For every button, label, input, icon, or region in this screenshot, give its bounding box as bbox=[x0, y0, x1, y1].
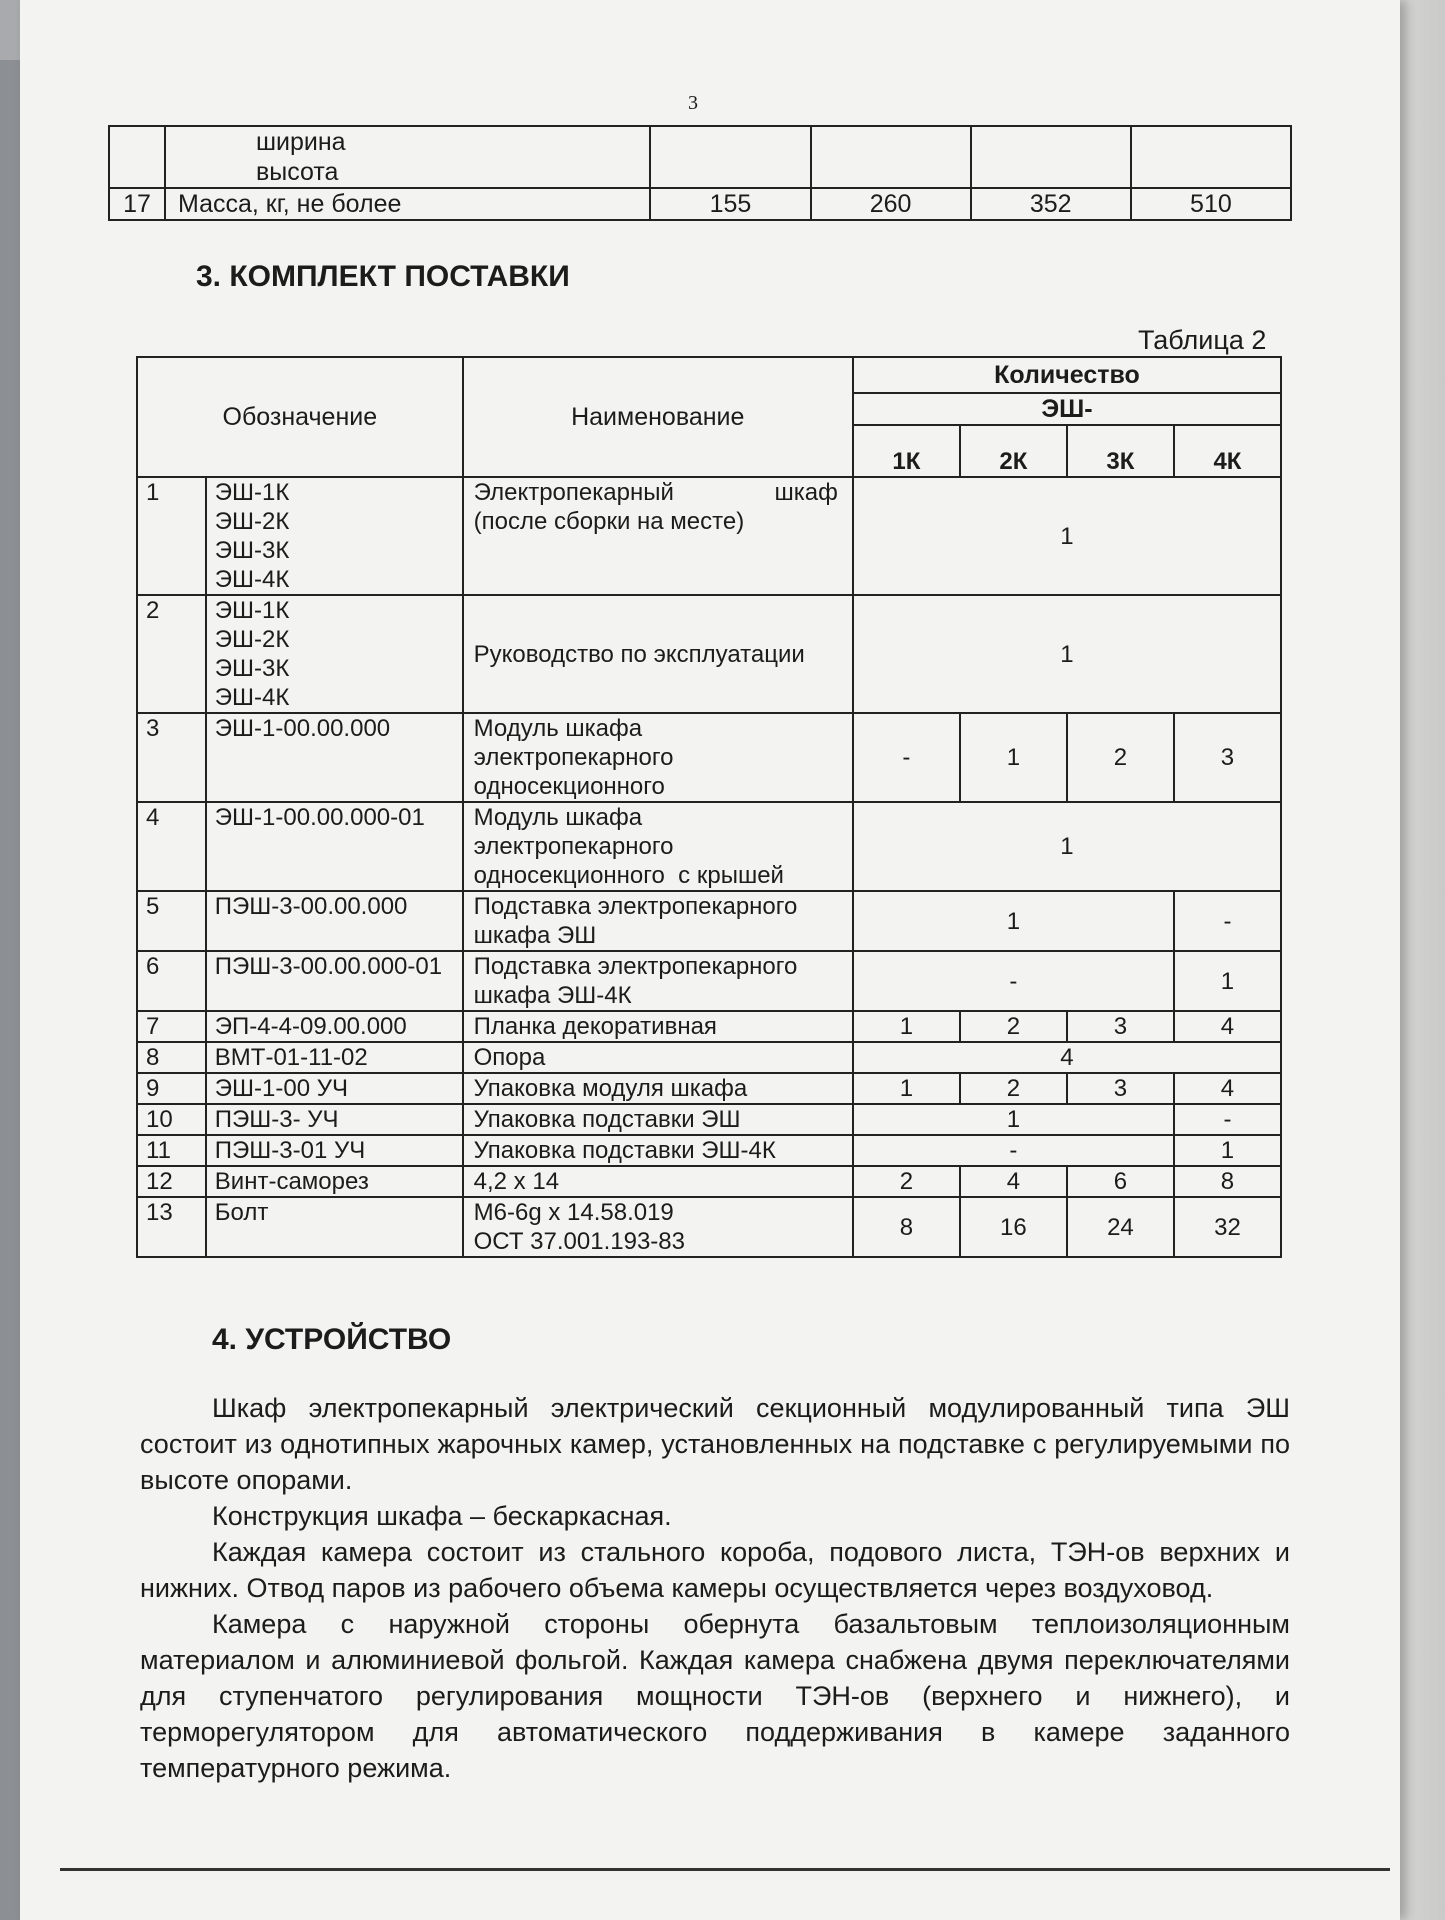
row-code: ЭШ-1-00.00.000 bbox=[206, 713, 463, 802]
name-line: М6-6g х 14.58.019 bbox=[473, 1199, 674, 1226]
delivery-set-table bbox=[136, 356, 1282, 1258]
quantity-cell: 1 bbox=[1174, 1135, 1281, 1166]
quantity-cell: 1 bbox=[1174, 951, 1281, 1011]
row-number: 9 bbox=[137, 1073, 206, 1104]
name-word: шкаф bbox=[774, 479, 838, 506]
quantity-cell: 1 bbox=[853, 1073, 960, 1104]
page-number: 3 bbox=[688, 92, 698, 114]
table-row bbox=[137, 477, 1281, 595]
table-row bbox=[137, 1042, 1281, 1073]
row-number bbox=[109, 126, 165, 188]
row-label: Масса, кг, не более bbox=[165, 188, 650, 220]
quantity-cell: 1 bbox=[960, 713, 1067, 802]
header-model: 1К bbox=[853, 425, 960, 477]
name-line bbox=[474, 478, 852, 507]
header-model: 4К bbox=[1174, 425, 1281, 477]
header-model: 3К bbox=[1067, 425, 1174, 477]
quantity-cell: 8 bbox=[1174, 1166, 1281, 1197]
name-line: Модуль шкафа bbox=[473, 804, 643, 831]
quantity-cell: 1 bbox=[853, 477, 1281, 595]
row-number: 4 bbox=[137, 802, 206, 891]
row-name bbox=[463, 951, 853, 1011]
quantity-cell: 4 bbox=[1174, 1011, 1281, 1042]
quantity-cell: 2 bbox=[960, 1011, 1067, 1042]
row-number: 12 bbox=[137, 1166, 206, 1197]
table-row bbox=[109, 126, 1291, 188]
quantity-cell: 1 bbox=[853, 802, 1281, 891]
row-number: 3 bbox=[137, 713, 206, 802]
code-line: ЭШ-3К bbox=[214, 537, 290, 564]
header-model-prefix: ЭШ- bbox=[853, 393, 1281, 425]
row-code: Винт-саморез bbox=[206, 1166, 463, 1197]
quantity-cell: 1 bbox=[853, 595, 1281, 713]
row-name bbox=[463, 477, 853, 595]
table-row bbox=[137, 1011, 1281, 1042]
value-cell: 260 bbox=[811, 188, 971, 220]
name-line: (после сборки на месте) bbox=[473, 508, 745, 535]
row-code: ПЭШ-3-00.00.000 bbox=[206, 891, 463, 951]
specs-table-fragment bbox=[108, 125, 1292, 221]
name-line: ОСТ 37.001.193-83 bbox=[473, 1228, 685, 1255]
name-word: Электропекарный bbox=[473, 479, 674, 506]
table-row bbox=[137, 1073, 1281, 1104]
quantity-cell: 16 bbox=[960, 1197, 1067, 1257]
code-line: ЭШ-2К bbox=[214, 508, 290, 535]
table-row bbox=[137, 891, 1281, 951]
section-title: 4. УСТРОЙСТВО bbox=[212, 1323, 452, 1356]
quantity-cell: 24 bbox=[1067, 1197, 1174, 1257]
name-line: шкафа ЭШ-4К bbox=[473, 982, 632, 1009]
row-code: Болт bbox=[206, 1197, 463, 1257]
code-line: ЭШ-4К bbox=[214, 566, 290, 593]
value-cell: 510 bbox=[1131, 188, 1291, 220]
row-name: Руководство по эксплуатации bbox=[463, 595, 853, 713]
section-body bbox=[140, 1390, 1290, 1786]
quantity-cell: - bbox=[853, 951, 1174, 1011]
name-line: Подставка электропекарного bbox=[473, 953, 798, 980]
quantity-cell: - bbox=[1174, 1104, 1281, 1135]
quantity-cell: 2 bbox=[960, 1073, 1067, 1104]
table-caption: Таблица 2 bbox=[1138, 325, 1267, 355]
row-name: Планка декоративная bbox=[463, 1011, 853, 1042]
table-row bbox=[137, 1197, 1281, 1257]
section-title: 3. КОМПЛЕКТ ПОСТАВКИ bbox=[196, 260, 570, 293]
quantity-cell: 4 bbox=[1174, 1073, 1281, 1104]
value-cell: 155 bbox=[650, 188, 810, 220]
quantity-cell: 3 bbox=[1174, 713, 1281, 802]
row-code bbox=[206, 595, 463, 713]
quantity-cell: 32 bbox=[1174, 1197, 1281, 1257]
table-row bbox=[137, 1166, 1281, 1197]
quantity-cell: 2 bbox=[853, 1166, 960, 1197]
quantity-cell: 8 bbox=[853, 1197, 960, 1257]
quantity-cell: 1 bbox=[853, 1011, 960, 1042]
row-name bbox=[463, 891, 853, 951]
row-number: 6 bbox=[137, 951, 206, 1011]
quantity-cell: 1 bbox=[853, 891, 1174, 951]
row-name bbox=[463, 1197, 853, 1257]
row-code: ЭШ-1-00.00.000-01 bbox=[206, 802, 463, 891]
quantity-cell: 3 bbox=[1067, 1073, 1174, 1104]
name-line: электропекарного bbox=[473, 744, 674, 771]
quantity-cell: 4 bbox=[960, 1166, 1067, 1197]
quantity-cell: 1 bbox=[853, 1104, 1174, 1135]
row-name: Упаковка подставки ЭШ-4К bbox=[463, 1135, 853, 1166]
paragraph: Камера с наружной стороны обернута базальтовым теплоизоляционным материалом и алюминиевой фольгой. Каждая камера снабжена двумя переключателями для ступенчатого регулирования мощности ТЭН-ов (верхнего и нижнего), и терморегулятором для автоматического поддерживания в камере заданного температурного режима. bbox=[140, 1609, 1290, 1783]
table-row bbox=[137, 951, 1281, 1011]
code-line: ЭШ-1К bbox=[214, 597, 290, 624]
row-number: 13 bbox=[137, 1197, 206, 1257]
row-name: Опора bbox=[463, 1042, 853, 1073]
paragraph: Каждая камера состоит из стального короба, подового листа, ТЭН-ов верхних и нижних. Отвод паров из рабочего объема камеры осуществляется через воздуховод. bbox=[140, 1537, 1290, 1603]
row-number: 5 bbox=[137, 891, 206, 951]
header-model: 2К bbox=[960, 425, 1067, 477]
row-number: 7 bbox=[137, 1011, 206, 1042]
name-line: Модуль шкафа bbox=[473, 715, 643, 742]
paragraph: Шкаф электропекарный электрический секционный модулированный типа ЭШ состоит из однотипных жарочных камер, установленных на подставке с регулируемыми по высоте опорами. bbox=[140, 1393, 1290, 1495]
row-code: ВМТ-01-11-02 bbox=[206, 1042, 463, 1073]
header-quantity: Количество bbox=[853, 357, 1281, 393]
footer-rule bbox=[60, 1868, 1390, 1871]
quantity-cell: - bbox=[1174, 891, 1281, 951]
code-line: ЭШ-4К bbox=[214, 684, 290, 711]
row-name bbox=[463, 802, 853, 891]
value-cell bbox=[650, 126, 810, 188]
quantity-cell: - bbox=[853, 713, 960, 802]
row-code bbox=[206, 477, 463, 595]
code-line: ЭШ-2К bbox=[214, 626, 290, 653]
table-row bbox=[109, 188, 1291, 220]
table-row bbox=[137, 1104, 1281, 1135]
header-row bbox=[137, 357, 1281, 393]
row-code: ПЭШ-3- УЧ bbox=[206, 1104, 463, 1135]
quantity-cell: - bbox=[853, 1135, 1174, 1166]
row-code: ЭП-4-4-09.00.000 bbox=[206, 1011, 463, 1042]
row-code: ПЭШ-3-01 УЧ bbox=[206, 1135, 463, 1166]
row-name bbox=[463, 713, 853, 802]
value-cell bbox=[971, 126, 1131, 188]
label-line: ширина bbox=[255, 128, 346, 156]
table-row bbox=[137, 802, 1281, 891]
header-name: Наименование bbox=[463, 357, 853, 477]
row-label bbox=[165, 126, 650, 188]
name-line: Подставка электропекарного bbox=[473, 893, 798, 920]
row-code: ЭШ-1-00 УЧ bbox=[206, 1073, 463, 1104]
quantity-cell: 4 bbox=[853, 1042, 1281, 1073]
value-cell: 352 bbox=[971, 188, 1131, 220]
row-number: 2 bbox=[137, 595, 206, 713]
row-number: 10 bbox=[137, 1104, 206, 1135]
row-number: 8 bbox=[137, 1042, 206, 1073]
header-designation: Обозначение bbox=[137, 357, 463, 477]
table-row bbox=[137, 1135, 1281, 1166]
row-name: 4,2 х 14 bbox=[463, 1166, 853, 1197]
name-line: односекционного bbox=[473, 773, 665, 800]
row-code: ПЭШ-3-00.00.000-01 bbox=[206, 951, 463, 1011]
row-number: 11 bbox=[137, 1135, 206, 1166]
value-cell bbox=[811, 126, 971, 188]
name-line: односекционного с крышей bbox=[473, 862, 784, 889]
paragraph: Конструкция шкафа – бескаркасная. bbox=[212, 1501, 672, 1531]
row-name: Упаковка модуля шкафа bbox=[463, 1073, 853, 1104]
label-line: высота bbox=[255, 158, 339, 186]
row-name: Упаковка подставки ЭШ bbox=[463, 1104, 853, 1135]
value-cell bbox=[1131, 126, 1291, 188]
quantity-cell: 2 bbox=[1067, 713, 1174, 802]
table-row bbox=[137, 595, 1281, 713]
row-number: 1 bbox=[137, 477, 206, 595]
quantity-cell: 6 bbox=[1067, 1166, 1174, 1197]
quantity-cell: 3 bbox=[1067, 1011, 1174, 1042]
code-line: ЭШ-1К bbox=[214, 479, 290, 506]
name-line: электропекарного bbox=[473, 833, 674, 860]
row-number: 17 bbox=[109, 188, 165, 220]
code-line: ЭШ-3К bbox=[214, 655, 290, 682]
table-row bbox=[137, 713, 1281, 802]
name-line: шкафа ЭШ bbox=[473, 922, 597, 949]
